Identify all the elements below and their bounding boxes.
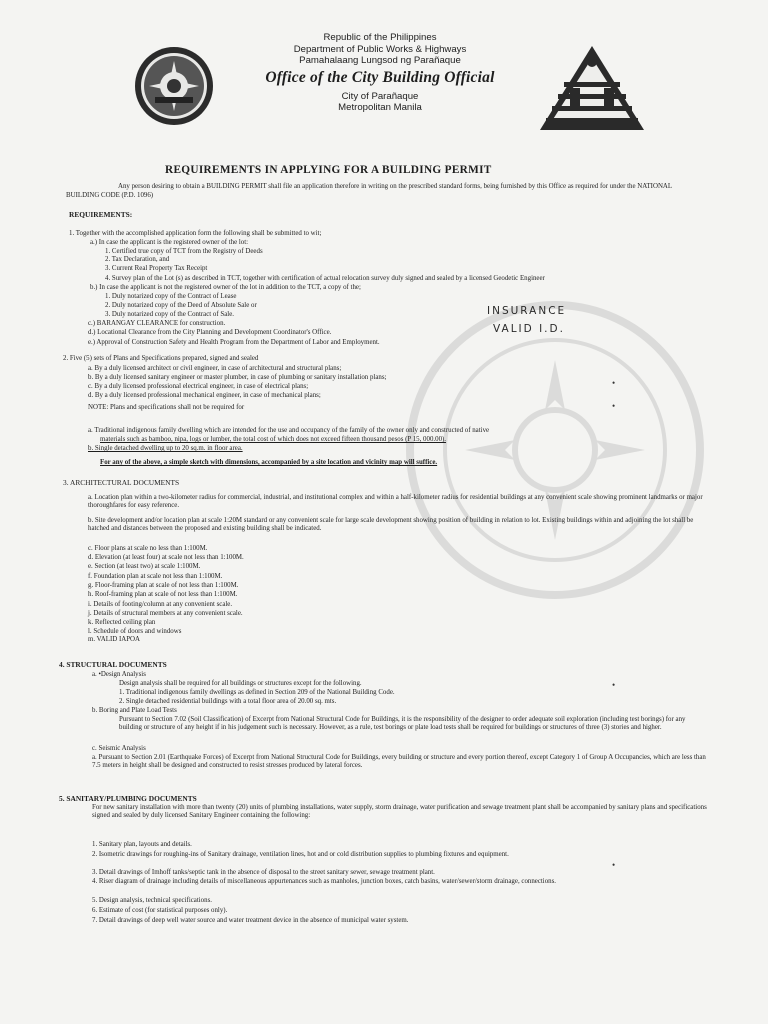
document-title: REQUIREMENTS IN APPLYING FOR A BUILDING PERMIT [165,164,492,176]
req1-c: c.) BARANGAY CLEARANCE for construction. [88,320,226,327]
republic-line: Republic of the Philippines [323,32,437,43]
handwritten-valid-id: VALID I.D. [493,323,565,335]
city-line: City of Parañaque [341,90,419,102]
arch-e: e. Section (at least two) at scale 1:100M. [88,563,201,570]
req1-a3: 3. Current Real Property Tax Receipt [105,265,208,272]
req1-d: d.) Locational Clearance from the City Planning and Development Coordinator's Office. [88,329,332,336]
requirements-label: REQUIREMENTS: [69,210,133,219]
arch-b: b. Site development and/or location plan at scale 1:20M standard or any convenient scale for large scale development showing position of building in relation to lot. Existing buildings within and adjoining the lot shall be hatched and distances between the proposed and existing building shall be indicated. [88,517,694,533]
req1-b2: 2. Duly notarized copy of the Deed of Absolute Sale or [105,302,257,309]
req2-sketch-note: For any of the above, a simple sketch with dimensions, accompanied by a site location and vicinity map will suffice. [100,459,438,466]
sanitary-heading: 5. SANITARY/PLUMBING DOCUMENTS [59,794,197,803]
watermark-seal-icon [405,300,705,600]
req2-a: a. By a duly licensed architect or civil engineer, in case of architectural and structural plans; [88,365,342,372]
sanitary-intro: For new sanitary installation with more than twenty (20) units of plumbing installations, water supply, storm drainage, water purification and sewage treatment plant shall be accompanied by sanitary plans and specifications signed and sealed by duly licensed Sanitary Engineer containing the following: [92,804,707,820]
architectural-heading: 3. ARCHITECTURAL DOCUMENTS [63,478,180,487]
req2-note-a-cont: materials such as bamboo, nipa, logs or lumber, the total cost of which does not exceed fifteen thousand pesos (P 15, 000.00). [100,436,447,443]
struct-c-text: a. Pursuant to Section 2.01 (Earthquake Forces) of Excerpt from National Structural Code for Buildings, every building or structure and every portion thereof, except Category 1 of Group A Occupancies, which are less than 7.5 meters in height shall be designed and constructed to resist stresses produced by lateral forces. [92,754,706,770]
triangle-logo-icon [536,42,648,134]
req1-a2: 2. Tax Declaration, and [105,256,170,263]
arch-m: m. VALID IAPOA [88,636,141,643]
scan-mark: • [612,378,616,388]
scan-mark: • [612,860,616,870]
letterhead [230,32,530,114]
arch-a: a. Location plan within a two-kilometer radius for commercial, industrial, and institutional complex and within a half-kilometer radius for residential buildings at any convenient scale showing prominent landmarks or major thoroughfares for easy reference. [88,494,703,510]
arch-d: d. Elevation (at least four) at scale not less than 1:100M. [88,554,244,561]
req2-d: d. By a duly licensed professional mechanical engineer, in case of mechanical plans; [88,392,321,399]
structural-heading: 4. STRUCTURAL DOCUMENTS [59,660,167,669]
sanitary-item-2: 2. Isometric drawings for roughing-ins of Sanitary drainage, ventilation lines, hot and or cold distribution supplies to plumbing fixtures and equipment. [92,851,509,858]
req2-b: b. By a duly licensed sanitary engineer or master plumber, in case of plumbing or sanitary installation plans; [88,374,387,381]
req2-lead: 2. Five (5) sets of Plans and Specifications prepared, signed and sealed [63,355,259,362]
struct-b: b. Boring and Plate Load Tests [92,707,177,714]
local-government-line: Pamahalaang Lungsod ng Parañaque [299,55,461,66]
req1-b1: 1. Duly notarized copy of the Contract of Lease [105,293,237,300]
scan-mark: • [612,401,616,411]
intro-paragraph: Any person desiring to obtain a BUILDING PERMIT shall file an application therefore in writing on the prescribed standard forms, being furnished by this Office as required for under the NATIONAL BUILDING CODE (P.D. 1096) [66,183,672,199]
arch-c: c. Floor plans at scale no less than 1:100M. [88,545,208,552]
req2-note: NOTE: Plans and specifications shall not be required for [88,404,245,411]
req1-a4: 4. Survey plan of the Lot (s) as described in TCT, together with certification of actual relocation survey duly signed and sealed by a licensed Geodetic Engineer [105,275,545,282]
city-seal-icon [133,45,215,127]
sanitary-item-6: 6. Estimate of cost (for statistical purposes only). [92,907,228,914]
req2-c: c. By a duly licensed professional electrical engineer, in case of electrical plans; [88,383,309,390]
struct-b-text: Pursuant to Section 7.02 (Soil Classification) of Excerpt from National Structural Code for Buildings, it is the responsibility of the designer to order adequate soil exploration (including test borings) for any building or structure of any height if in his judgement such is necessary. However, as a rule, test borings or plate load tests shall be required for buildings or structures of three (3) stories and higher. [119,716,686,732]
sanitary-item-7: 7. Detail drawings of deep well water source and water treatment device in the absence of municipal water system. [92,917,409,924]
struct-a-text: Design analysis shall be required for all buildings or structures except for the following. [119,680,362,687]
sanitary-item-4: 4. Riser diagram of drainage including details of miscellaneous appurtenances such as manholes, junction boxes, catch basins, water/sewer/storm drainage, connections. [92,878,557,885]
arch-h: h. Roof-framing plan at scale of not less than 1:100M. [88,591,238,598]
office-name: Office of the City Building Official [265,68,495,86]
arch-i: i. Details of footing/column at any convenient scale. [88,601,233,608]
sanitary-item-5: 5. Design analysis, technical specifications. [92,897,212,904]
req2-note-a: a. Traditional indigenous family dwelling which are intended for the use and occupancy of the family of the owner only and constructed of native [88,427,490,434]
arch-k: k. Reflected ceiling plan [88,619,156,626]
req1-lead: 1. Together with the accomplished application form the following shall be submitted to wit; [69,230,322,237]
metro-line: Metropolitan Manila [338,102,422,113]
req2-note-b: b. Single detached dwelling up to 20 sq.m. in floor area. [88,445,243,452]
arch-f: f. Foundation plan at scale not less than 1:100M. [88,573,223,580]
struct-c: c. Seismic Analysis [92,745,146,752]
struct-a2: 2. Single detached residential buildings with a total floor area of 20.00 sq. mts. [119,698,337,705]
req1-e: e.) Approval of Construction Safety and Health Program from the Department of Labor and Employment. [88,339,380,346]
handwritten-insurance: INSURANCE [487,305,567,317]
arch-g: g. Floor-framing plan at scale of not less than 1:100M. [88,582,239,589]
department-line: Department of Public Works & Highways [293,43,467,55]
req1-a1: 1. Certified true copy of TCT from the Registry of Deeds [105,248,263,255]
struct-a1: 1. Traditional indigenous family dwellings as defined in Section 209 of the National Building Code. [119,689,395,696]
arch-l: l. Schedule of doors and windows [88,628,182,635]
struct-a: a. •Design Analysis [92,671,146,678]
sanitary-item-3: 3. Detail drawings of Imhoff tanks/septic tank in the absence of disposal to the street sanitary sewer, sewage treatment plant. [92,869,435,876]
req1-b3: 3. Duly notarized copy of the Contract of Sale. [105,311,234,318]
req1-a: a.) In case the applicant is the registered owner of the lot: [90,239,249,246]
arch-j: j. Details of structural members at any convenient scale. [88,610,243,617]
scan-mark: • [612,680,616,690]
req1-b: b.) In case the applicant is not the registered owner of the lot in addition to the TCT, a copy of the; [90,284,361,291]
sanitary-item-1: 1. Sanitary plan, layouts and details. [92,841,192,848]
